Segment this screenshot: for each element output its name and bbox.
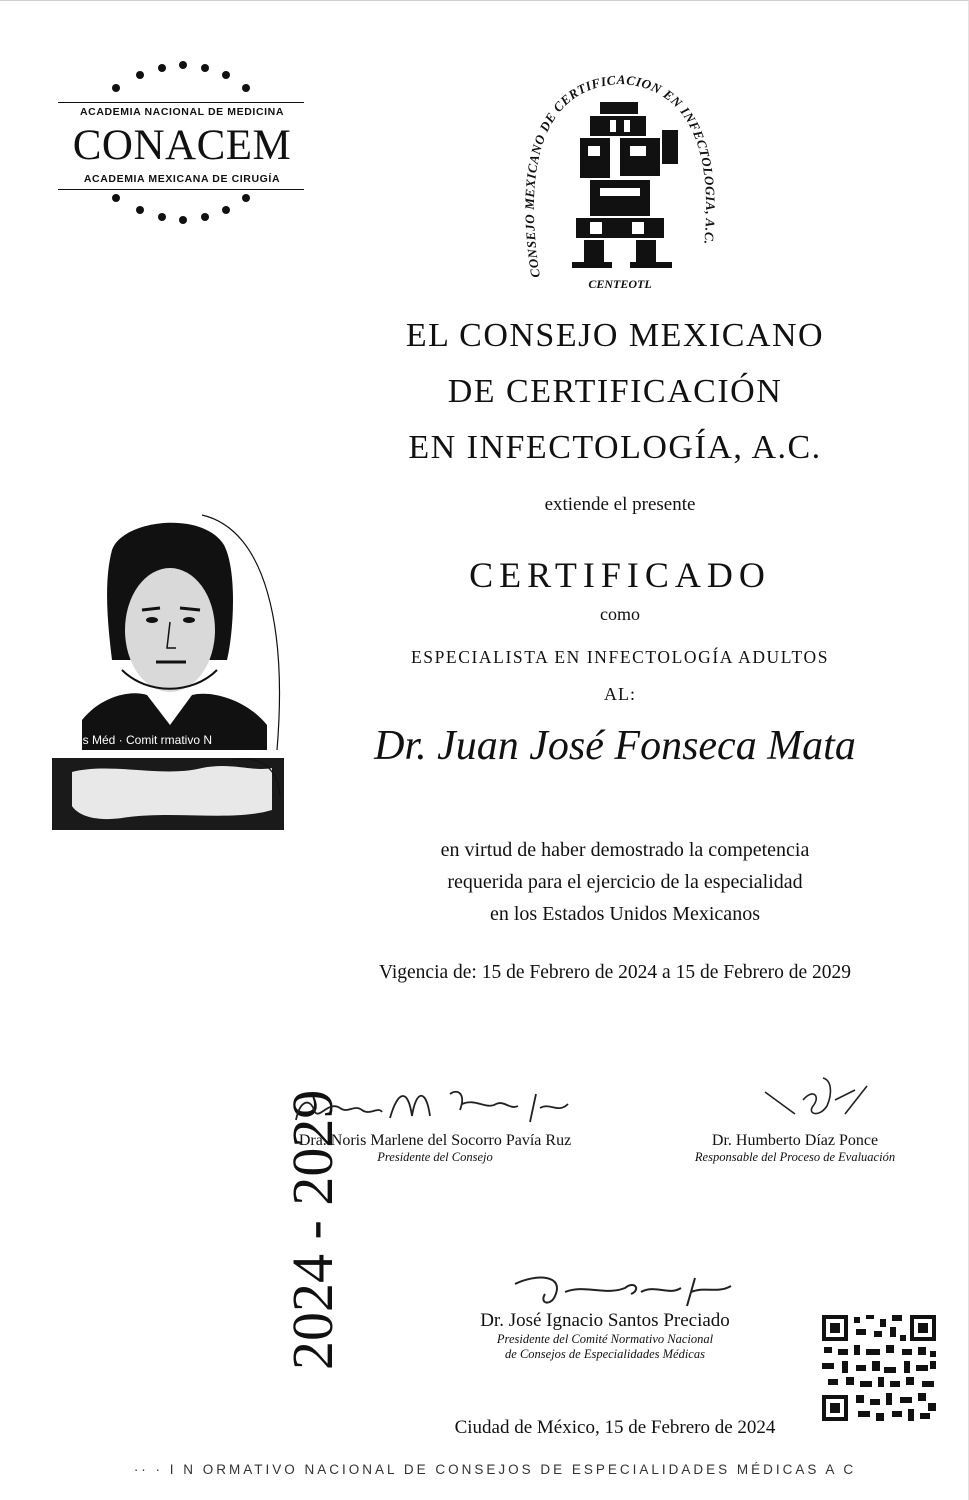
place-and-date: Ciudad de México, 15 de Febrero de 2024 xyxy=(454,1417,776,1438)
validity-years-vertical: 2024 - 2029 xyxy=(280,1089,345,1370)
signatory-role: Responsable del Proceso de Evaluación xyxy=(694,1150,896,1164)
logo-top-text: ACADEMIA NACIONAL DE MEDICINA xyxy=(79,106,285,118)
signatory-name: Dra. Noris Marlene del Socorro Pavía Ruz xyxy=(298,1132,572,1149)
logo-name: CONACEM xyxy=(72,122,292,169)
paragraph-line: requerida para el ejercicio de la especialidad xyxy=(447,871,803,893)
signature-block-committee xyxy=(420,1270,790,1362)
validity-text: Vigencia de: 15 de Febrero de 2024 a 15 de Febrero de 2029 xyxy=(378,962,852,983)
signature-pavia-drawing xyxy=(290,1080,580,1132)
al-text: AL: xyxy=(604,684,636,704)
centeotl-figure-icon xyxy=(572,102,678,268)
logo-dots-bottom xyxy=(58,190,308,230)
signature-block-evaluation xyxy=(680,1070,910,1165)
photo-seal-fragment: es Méd · Comit rmativo N xyxy=(76,733,213,747)
logo-rule xyxy=(58,102,304,103)
qr-code-icon xyxy=(820,1313,938,1423)
signature-santos-drawing xyxy=(455,1270,755,1310)
signatory-role: Presidente del Consejo xyxy=(377,1150,493,1164)
signatory-role: Presidente del Comité Normativo Nacional xyxy=(496,1332,714,1346)
signatory-role: de Consejos de Especialidades Médicas xyxy=(505,1347,705,1361)
council-line: EN INFECTOLOGÍA, A.C. xyxy=(408,429,822,466)
seal-caption: CENTEOTL xyxy=(588,277,652,291)
seal-ring-text: CONSEJO MEXICANO DE CERTIFICACION EN INFECTOLOGIA, A.C. xyxy=(521,72,719,279)
paragraph-line: en los Estados Unidos Mexicanos xyxy=(490,903,760,925)
council-line: EL CONSEJO MEXICANO xyxy=(405,317,825,354)
recipient-photo xyxy=(52,510,292,840)
conacem-logo xyxy=(58,58,308,228)
signature-block-president xyxy=(285,1080,585,1165)
footer-committee-text: ·· · I N ORMATIVO NACIONAL DE CONSEJOS DE ESPECIALIDADES MÉDICAS A C xyxy=(133,1462,857,1477)
signatory-name: Dr. Humberto Díaz Ponce xyxy=(711,1132,879,1149)
specialty-text: ESPECIALISTA EN INFECTOLOGÍA ADULTOS xyxy=(410,647,830,667)
paragraph-line: en virtud de haber demostrado la competencia xyxy=(440,839,810,861)
como-text: como xyxy=(600,604,640,624)
council-heading xyxy=(340,308,890,476)
competence-paragraph xyxy=(330,834,920,930)
logo-dots-top xyxy=(58,58,308,98)
council-line: DE CERTIFICACIÓN xyxy=(447,373,783,410)
intro-text: extiende el presente xyxy=(544,494,696,515)
signature-diaz-drawing xyxy=(695,1070,895,1132)
council-seal xyxy=(520,72,720,292)
signatory-name: Dr. José Ignacio Santos Preciado xyxy=(480,1310,730,1331)
recipient-name: Dr. Juan José Fonseca Mata xyxy=(374,723,856,769)
logo-bottom-text: ACADEMIA MEXICANA DE CIRUGÍA xyxy=(83,173,281,185)
certificate-title: CERTIFICADO xyxy=(469,555,771,595)
